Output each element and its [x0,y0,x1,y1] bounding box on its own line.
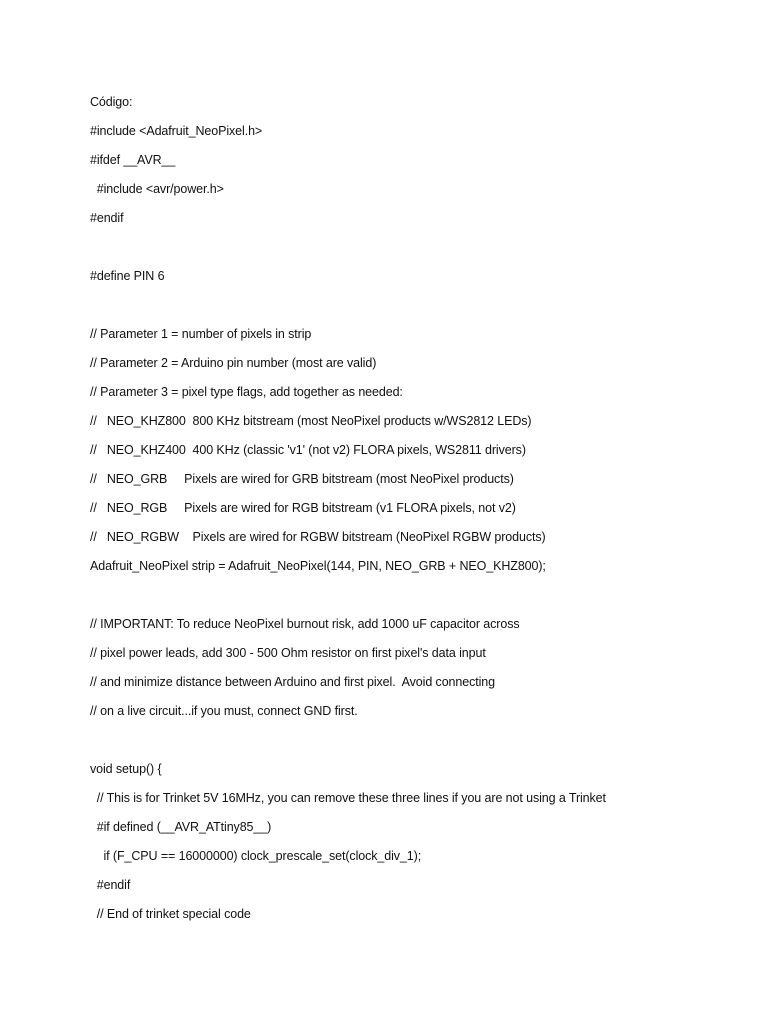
blank-line [90,296,730,325]
code-line: Código: [90,95,133,109]
code-line: if (F_CPU == 16000000) clock_prescale_set(clock_div_1); [90,849,422,863]
code-line: #endif [90,878,131,892]
code-line: // Parameter 2 = Arduino pin number (most are valid) [90,356,377,370]
code-line: // NEO_KHZ800 800 KHz bitstream (most NeoPixel products w/WS2812 LEDs) [90,414,532,428]
code-listing [90,93,730,934]
code-line: #define PIN 6 [90,269,165,283]
code-line: #include <avr/power.h> [90,182,224,196]
code-line: // End of trinket special code [90,907,251,921]
code-line: // pixel power leads, add 300 - 500 Ohm resistor on first pixel's data input [90,646,486,660]
code-line: Adafruit_NeoPixel strip = Adafruit_NeoPixel(144, PIN, NEO_GRB + NEO_KHZ800); [90,559,546,573]
code-line: // NEO_KHZ400 400 KHz (classic 'v1' (not v2) FLORA pixels, WS2811 drivers) [90,443,526,457]
code-line: // and minimize distance between Arduino and first pixel. Avoid connecting [90,675,496,689]
blank-line [90,586,730,615]
code-line: // NEO_GRB Pixels are wired for GRB bitstream (most NeoPixel products) [90,472,514,486]
code-line: // IMPORTANT: To reduce NeoPixel burnout risk, add 1000 uF capacitor across [90,617,520,631]
code-line: // on a live circuit...if you must, connect GND first. [90,704,358,718]
code-line: #if defined (__AVR_ATtiny85__) [90,820,272,834]
code-line: // NEO_RGBW Pixels are wired for RGBW bitstream (NeoPixel RGBW products) [90,530,546,544]
code-line: // NEO_RGB Pixels are wired for RGB bitstream (v1 FLORA pixels, not v2) [90,501,516,515]
code-line: // Parameter 3 = pixel type flags, add together as needed: [90,385,403,399]
code-line: void setup() { [90,762,162,776]
code-line: #ifdef __AVR__ [90,153,176,167]
code-line: // Parameter 1 = number of pixels in strip [90,327,312,341]
code-line: #include <Adafruit_NeoPixel.h> [90,124,263,138]
blank-line [90,238,730,267]
blank-line [90,731,730,760]
code-line: #endif [90,211,124,225]
code-line: // This is for Trinket 5V 16MHz, you can remove these three lines if you are not using a Trinket [90,791,606,805]
